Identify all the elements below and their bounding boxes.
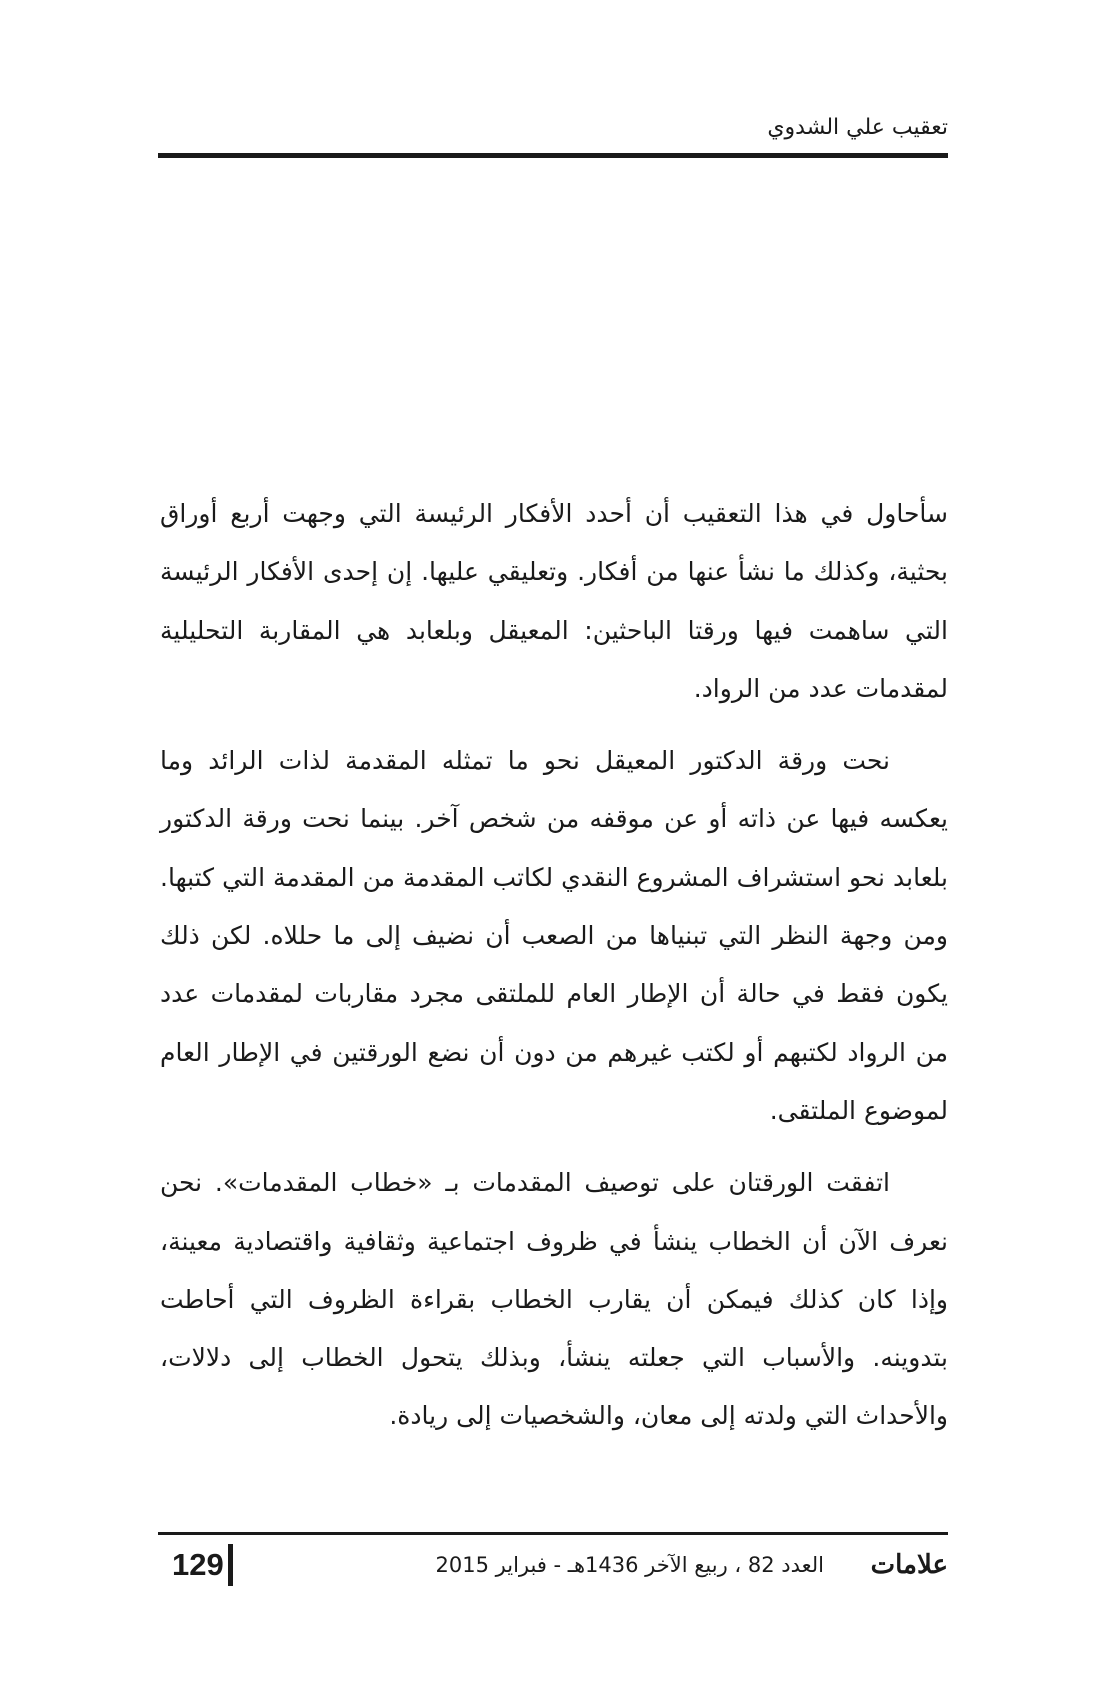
paragraph-3: اتفقت الورقتان على توصيف المقدمات بـ «خطاب المقدمات». نحن نعرف الآن أن الخطاب ينشأ في ظروف اجتماعية وثقافية واقتصادية معينة، وإذا كان كذلك فيمكن أن يقارب الخطاب بقراءة الظروف التي أحاطت بتدوينه. والأسباب التي جعلته ينشأ، وبذلك يتحول الخطاب إلى دلالات، والأحداث التي ولدته إلى معان، والشخصيات إلى ريادة. bbox=[160, 1168, 948, 1431]
paragraph-2: نحت ورقة الدكتور المعيقل نحو ما تمثله المقدمة لذات الرائد وما يعكسه فيها عن ذاته أو عن موقفه من شخص آخر. بينما نحت ورقة الدكتور بلعابد نحو استشراف المشروع النقدي لكاتب المقدمة من المقدمة التي كتبها. ومن وجهة النظر التي تبنياها من الصعب أن نضيف إلى ما حللاه. لكن ذلك يكون فقط في حالة أن الإطار العام للملتقى مجرد مقاربات لمقدمات عدد من الرواد لكتبهم أو لكتب غيرهم من دون أن نضع الورقتين في الإطار العام لموضوع الملتقى. bbox=[160, 746, 948, 1125]
article-body bbox=[160, 485, 948, 1460]
page-number: 129 bbox=[172, 1547, 224, 1582]
header-divider bbox=[158, 153, 948, 158]
footer-separator-bar bbox=[228, 1544, 233, 1586]
footer-divider bbox=[158, 1532, 948, 1535]
issue-info: العدد 82 ، ربيع الآخر 1436هـ - فبراير 2015 bbox=[435, 1553, 824, 1577]
journal-logo: علامات bbox=[870, 1550, 948, 1580]
page-footer bbox=[158, 1542, 948, 1588]
paragraph-1: سأحاول في هذا التعقيب أن أحدد الأفكار الرئيسة التي وجهت أربع أوراق بحثية، وكذلك ما نشأ عنها من أفكار. وتعليقي عليها. إن إحدى الأفكار الرئيسة التي ساهمت فيها ورقتا الباحثين: المعيقل وبلعابد هي المقاربة التحليلية لمقدمات عدد من الرواد. bbox=[160, 499, 948, 703]
running-head-title: تعقيب علي الشدوي bbox=[767, 115, 948, 140]
